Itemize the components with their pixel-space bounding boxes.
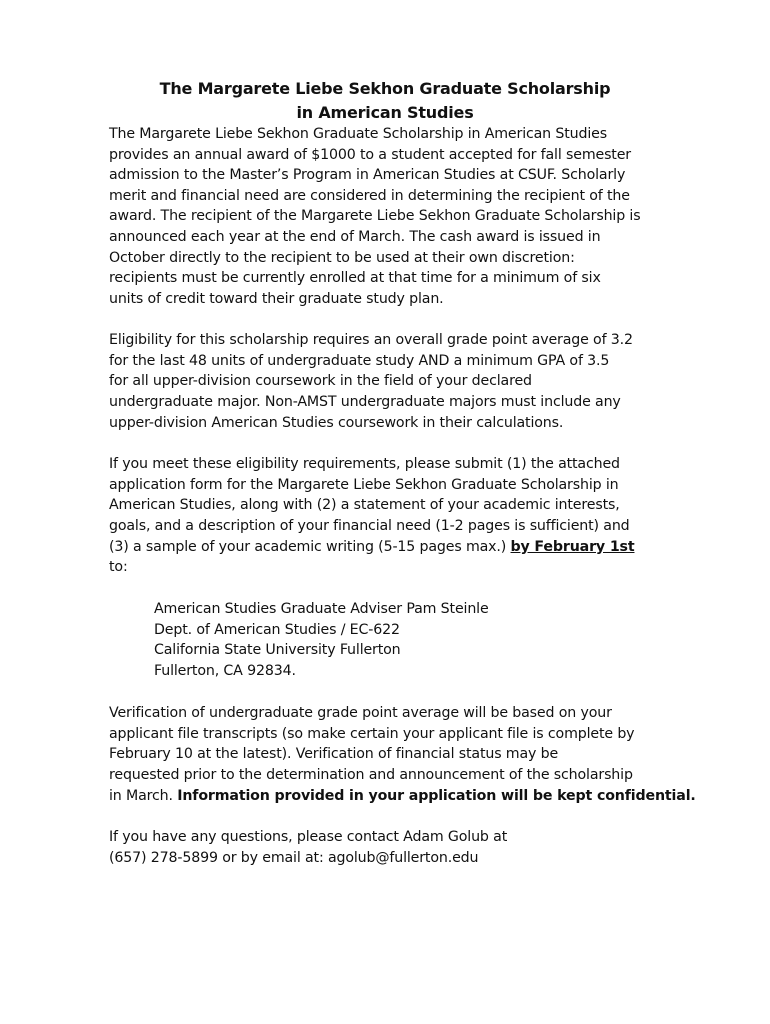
p4-line: February 10 at the latest). Verification of financial status may be	[109, 746, 559, 762]
contact-line: If you have any questions, please contact Adam Golub at	[109, 829, 508, 845]
p1-line: merit and financial need are considered in determining the recipient of the	[109, 188, 630, 204]
confidential-notice: Information provided in your application will be kept confidential.	[177, 788, 696, 804]
document-title-line-2: in American Studies	[296, 103, 474, 122]
p4-line: Verification of undergraduate grade point average will be based on your	[109, 705, 612, 721]
p2-line: for the last 48 units of undergraduate study AND a minimum GPA of 3.5	[109, 353, 610, 369]
p2-line: upper-division American Studies coursework in their calculations.	[109, 415, 564, 431]
p4-line: requested prior to the determination and announcement of the scholarship	[109, 767, 633, 783]
p3-line: If you meet these eligibility requirements, please submit (1) the attached	[109, 456, 620, 472]
p4-line: applicant file transcripts (so make certain your applicant file is complete by	[109, 726, 635, 742]
p1-line: The Margarete Liebe Sekhon Graduate Scholarship in American Studies	[109, 126, 607, 142]
address-line: Fullerton, CA 92834.	[154, 663, 296, 679]
p2-line: for all upper-division coursework in the field of your declared	[109, 373, 532, 389]
p1-line: provides an annual award of $1000 to a student accepted for fall semester	[109, 147, 631, 163]
deadline-text: by February 1st	[510, 539, 635, 555]
p3-line: American Studies, along with (2) a statement of your academic interests,	[109, 497, 620, 513]
p1-line: recipients must be currently enrolled at that time for a minimum of six	[109, 270, 601, 286]
address-line: American Studies Graduate Adviser Pam Steinle	[154, 601, 489, 617]
p1-line: units of credit toward their graduate study plan.	[109, 291, 444, 307]
p3-line: goals, and a description of your financial need (1-2 pages is sufficient) and	[109, 518, 630, 534]
p3-line: to:	[109, 559, 128, 575]
p3-line-text: (3) a sample of your academic writing (5-15 pages max.)	[109, 539, 511, 555]
document-title-line-1: The Margarete Liebe Sekhon Graduate Scholarship	[159, 79, 611, 98]
address-line: Dept. of American Studies / EC-622	[154, 622, 400, 638]
address-line: California State University Fullerton	[154, 642, 401, 658]
p1-line: award. The recipient of the Margarete Liebe Sekhon Graduate Scholarship is	[109, 208, 641, 224]
contact-line: (657) 278-5899 or by email at: agolub@fullerton.edu	[109, 850, 479, 866]
p4-line	[109, 786, 696, 806]
p1-line: admission to the Master’s Program in American Studies at CSUF. Scholarly	[109, 167, 626, 183]
p1-line: October directly to the recipient to be used at their own discretion:	[109, 250, 575, 266]
p1-line: announced each year at the end of March. The cash award is issued in	[109, 229, 601, 245]
p2-line: undergraduate major. Non-AMST undergraduate majors must include any	[109, 394, 621, 410]
p3-line: application form for the Margarete Liebe Sekhon Graduate Scholarship in	[109, 477, 619, 493]
p2-line: Eligibility for this scholarship requires an overall grade point average of 3.2	[109, 332, 633, 348]
p4-line-text: in March.	[109, 788, 178, 804]
p3-line	[109, 537, 634, 557]
